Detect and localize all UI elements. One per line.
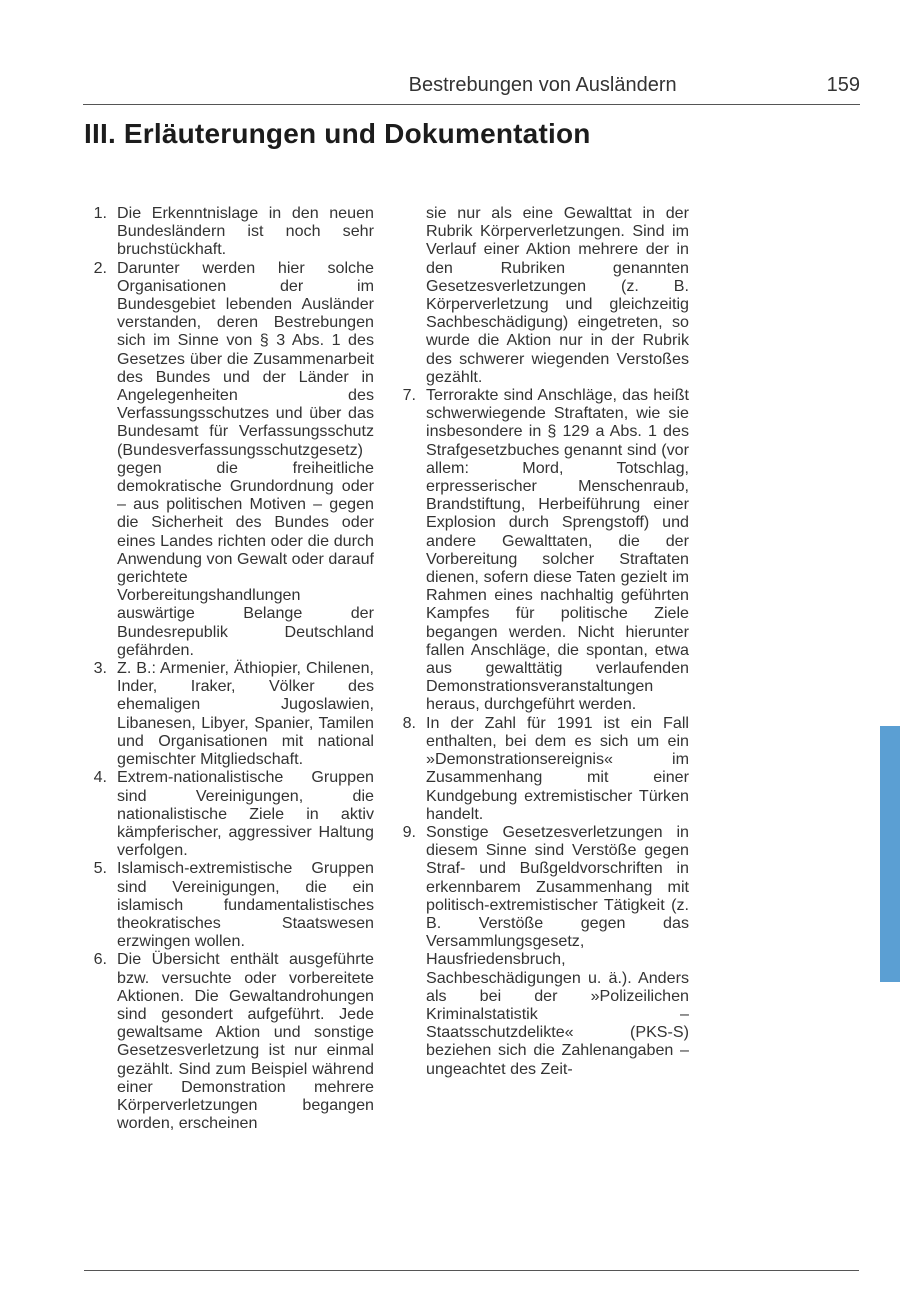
note-item — [84, 259, 374, 659]
note-text: Islamisch-extremistische Gruppen sind Vereinigungen, die ein islamisch fundamentalistisches theokratisches Staatswesen erzwingen wollen. — [117, 859, 374, 951]
note-text: In der Zahl für 1991 ist ein Fall enthalten, bei dem es sich um ein »Demonstrationsereignis« im Zusammenhang mit einer Kundgebung extremistischer Türken handelt. — [426, 713, 689, 823]
note-number: 5. — [93, 859, 107, 878]
note-item — [84, 950, 374, 1132]
note-item — [393, 823, 689, 1078]
note-number: 2. — [93, 258, 107, 277]
page-number: 159 — [826, 74, 860, 96]
section-thumb-tab — [880, 726, 900, 982]
note-item — [84, 204, 374, 259]
note-item — [393, 714, 689, 823]
note-number: 7. — [402, 386, 416, 405]
note-item — [84, 768, 374, 859]
right-column — [393, 204, 689, 1078]
note-text: Z. B.: Armenier, Äthiopier, Chilenen, Inder, Iraker, Völker des ehemaligen Jugoslawien, Libanesen, Libyer, Spanier, Tamilen und Organisationen mit national gemischter Mitgliedschaft. — [117, 659, 374, 769]
note-number: 6. — [93, 950, 107, 969]
note-number: 4. — [93, 768, 107, 787]
note-continuation: sie nur als eine Gewalttat in der Rubrik Körperverletzungen. Sind im Verlauf einer Aktion mehrere der in den Rubriken genannten Gesetzesverletzungen (z. B. Körperverletzung und gleichzeitig Sachbeschädigung) eingetreten, so wurde die Aktion nur in der Rubrik des schwerer wiegenden Verstoßes gezählt. — [426, 204, 689, 386]
note-number: 8. — [402, 713, 416, 732]
note-number: 9. — [402, 822, 416, 841]
note-text: Die Übersicht enthält ausgeführte bzw. versuchte oder vorbereitete Aktionen. Die Gewaltandrohungen sind gesondert aufgeführt. Jede gewaltsame Aktion und sonstige Gesetzesverletzung ist nur einmal gezählt. Sind zum Beispiel während einer Demonstration mehrere Körperverletzungen begangen worden, erscheinen — [117, 950, 374, 1133]
note-number: 1. — [93, 204, 107, 222]
running-title: Bestrebungen von Ausländern — [408, 74, 677, 96]
note-item — [84, 659, 374, 768]
note-text: Sonstige Gesetzesverletzungen in diesem Sinne sind Verstöße gegen Straf- und Bußgeldvorschriften in erkennbarem Zusammenhang mit politisch-extremistischer Tätigkeit (z. B. Verstöße gegen das Versammlungsgesetz, Hausfriedensbruch, Sachbeschädigungen u. ä.). Anders als bei der »Polizeilichen Kriminalstatistik – Staatsschutzdelikte« (PKS-S) beziehen sich die Zahlenangaben – ungeachtet des Zeit- — [426, 822, 689, 1078]
section-title: III. Erläuterungen und Dokumentation — [84, 118, 591, 149]
note-item — [84, 859, 374, 950]
note-text: Darunter werden hier solche Organisationen der im Bundesgebiet lebenden Ausländer verstanden, deren Bestrebungen sich im Sinne von § 3 Abs. 1 des Gesetzes über die Zusammenarbeit des Bundes und der Länder in Angelegenheiten des Verfassungsschutzes und über das Bundesamt für Verfassungsschutz (Bundesverfassungsschutzgesetz) gegen die freiheitliche demokratische Grundordnung oder – aus politischen Motiven – gegen die Sicherheit des Bundes oder eines Landes richten oder die durch Anwendung von Gewalt oder darauf gerichtete Vorbereitungshandlungen auswärtige Belange der Bundesrepublik Deutschland gefährden. — [117, 258, 374, 659]
footer-rule — [84, 1270, 859, 1271]
left-column — [84, 204, 374, 1132]
header-rule — [83, 104, 860, 105]
page-header — [83, 74, 860, 104]
note-text: Die Erkenntnislage in den neuen Bundesländern ist noch sehr bruchstückhaft. — [117, 204, 374, 259]
note-item — [393, 386, 689, 714]
note-text: Extrem-nationalistische Gruppen sind Vereinigungen, die nationalistische Ziele in aktiv kämpferischer, aggressiver Haltung verfolgen. — [117, 768, 374, 860]
note-number: 3. — [93, 659, 107, 678]
note-text: Terrorakte sind Anschläge, das heißt schwerwiegende Straftaten, wie sie insbesondere in § 129 a Abs. 1 des Strafgesetzbuches genannt sind (vor allem: Mord, Totschlag, erpresserischer Menschenraub, Brandstiftung, Herbeiführung einer Explosion durch Sprengstoff) und andere Gewalttaten, die der Vorbereitung solcher Straftaten dienen, sofern diese Taten gezielt im Rahmen eines nachhaltig geführten Kampfes für politische Ziele begangen werden. Nicht hierunter fallen Anschläge, die spontan, etwa aus gewalttätig verlaufenden Demonstrationsveranstaltungen heraus, durchgeführt werden. — [426, 386, 689, 714]
